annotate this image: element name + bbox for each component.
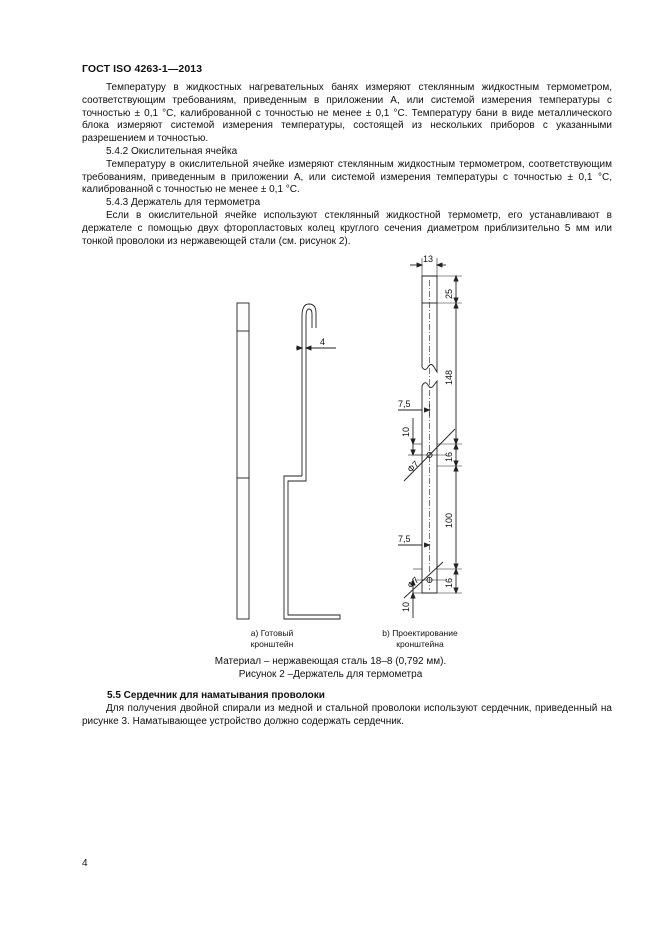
caption-a: а) Готовый кронштейн [250, 628, 294, 649]
dim-7-5-upper-label: 7,5 [398, 399, 411, 409]
paragraph-cell-temperature: Температуру в окислительной ячейке измеряют стеклянным жидкостным термометром, соответствующим требованиям, приведенным в приложении А, или системой измерения температуры с точностью ± 0,1 °С, калиброванной с точностью не менее ± 0,1 °С. [82, 158, 612, 196]
dim-chain-right [454, 276, 458, 593]
bracket-side-profile [284, 304, 340, 619]
phi7-lower-label: Ф7 [405, 574, 421, 591]
bracket-front-view [237, 303, 249, 619]
dim-16-lower-label: 16 [444, 577, 454, 588]
heading-5-4-2: 5.4.2 Окислительная ячейка [106, 145, 238, 157]
dim-16-upper-label: 16 [444, 451, 454, 462]
dim-100-label: 100 [444, 512, 454, 528]
paragraph-holder: Если в окислительной ячейке используют стеклянный жидкостной термометр, его устанавливают в держателе с помощью двух фторопластовых колец круглого сечения диаметром приблизительно 5 мм или тонкой проволоки из нержавеющей стали (см. рисунок 2). [82, 209, 612, 247]
phi7-upper-label: Ф7 [405, 458, 421, 475]
page-number: 4 [82, 858, 88, 869]
dim-10-lower-label: 10 [401, 601, 411, 612]
section-5-5-heading: 5.5 Сердечник для наматывания проволоки [107, 690, 325, 701]
dim-4-label: 4 [320, 337, 326, 347]
caption-b: b) Проектирование кронштейна [382, 628, 458, 649]
section-5-5-text [82, 703, 612, 729]
dim-7-5-lower-label: 7,5 [398, 534, 411, 544]
paragraph-core: Для получения двойной спирали из медной и стальной проволоки используют сердечник, приведенный на рисунке 3. Наматывающее устройство должно содержать сердечник. [82, 703, 612, 727]
dim-148-label: 148 [444, 369, 454, 385]
figure-title: Рисунок 2 –Держатель для термометра [238, 669, 423, 680]
document-header: ГОСТ ISO 4263-1—2013 [82, 63, 203, 75]
figure-material: Материал – нержавеющая сталь 18–8 (0,792 мм). [214, 656, 447, 667]
paragraph-bath-temperature: Температуру в жидкостных нагревательных банях измеряют стеклянным жидкостным термометром, соответствующим требованиям, приведенным в приложении А, или системой измерения температуры с точностью ± 0,1 °С, калиброванной с точностью не менее ± 0,1 °С. Температуру бани в виде металлического блока измеряют системой измерения температуры, состоящей из нескольких приборов с указанными разрешением и точностью. [82, 82, 612, 145]
heading-5-4-3: 5.4.3 Держатель для термометра [106, 197, 261, 209]
dim-25-label: 25 [444, 288, 454, 299]
dim-13-label: 13 [423, 254, 434, 264]
dim-10-upper-label: 10 [401, 426, 411, 437]
